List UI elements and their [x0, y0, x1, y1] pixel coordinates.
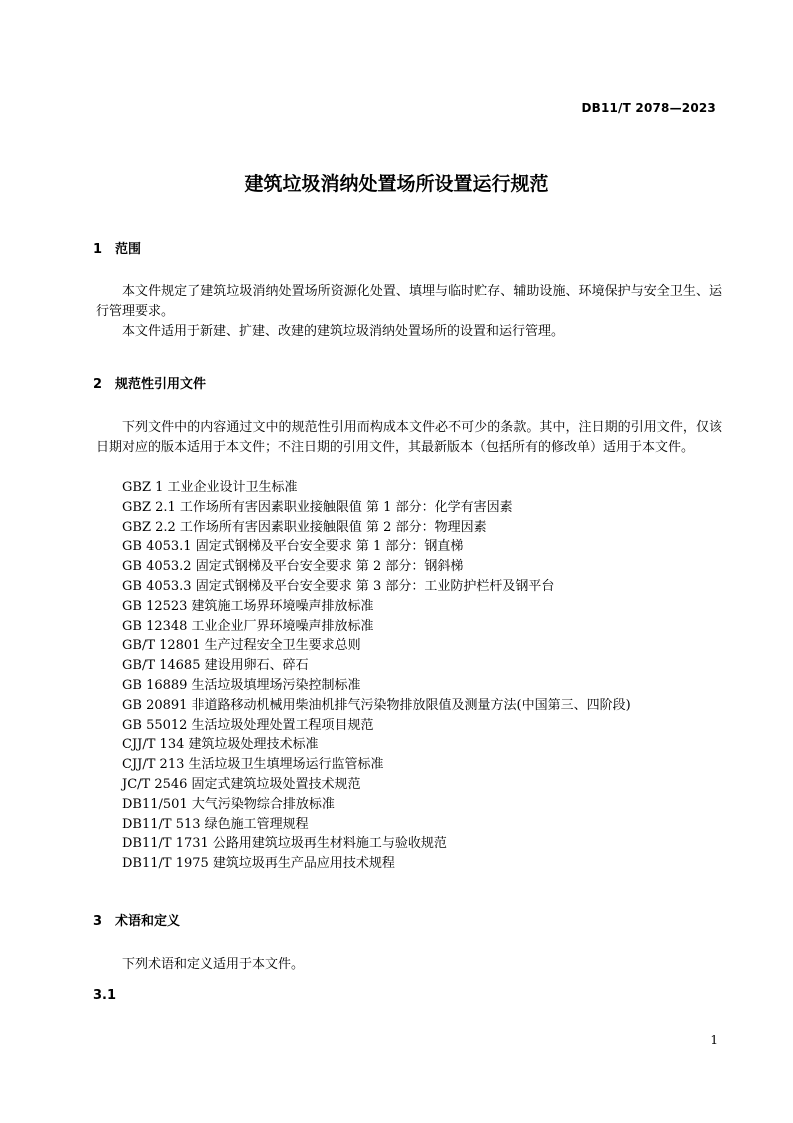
reference-item: CJJ/T 134 建筑垃圾处理技术标准	[122, 737, 319, 753]
reference-item: GBZ 2.2 工作场所有害因素职业接触限值 第 2 部分：物理因素	[122, 519, 487, 535]
reference-item: CJJ/T 213 生活垃圾卫生填埋场运行监管标准	[122, 757, 384, 773]
reference-item: GB 4053.1 固定式钢梯及平台安全要求 第 1 部分：钢直梯	[122, 539, 464, 555]
section-title: 术语和定义	[115, 914, 181, 929]
section-title: 规范性引用文件	[115, 377, 207, 392]
references-intro-paragraph: 下列文件中的内容通过文中的规范性引用而构成本文件必不可少的条款。其中，注日期的引用文件，仅该日期对应的版本适用于本文件；不注日期的引用文件，其最新版本（包括所有的修改单）适用于本文件。	[96, 420, 722, 455]
term-number: 3.1	[93, 988, 117, 1003]
section-heading-terms	[93, 910, 180, 929]
reference-item: GBZ 1 工业企业设计卫生标准	[122, 480, 298, 495]
scope-paragraph: 本文件规定了建筑垃圾消纳处置场所资源化处置、填埋与临时贮存、辅助设施、环境保护与安全卫生、运行管理要求。	[96, 284, 722, 319]
section-heading-scope	[93, 238, 141, 257]
reference-item: GBZ 2.1 工作场所有害因素职业接触限值 第 1 部分：化学有害因素	[122, 499, 513, 515]
reference-item: JC/T 2546 固定式建筑垃圾处置技术规范	[122, 776, 361, 792]
reference-item: GB 4053.3 固定式钢梯及平台安全要求 第 3 部分：工业防护栏杆及钢平台	[122, 578, 555, 594]
reference-item: DB11/T 1975 建筑垃圾再生产品应用技术规程	[122, 856, 395, 872]
page-number: 1	[710, 1033, 718, 1047]
reference-item: GB 16889 生活垃圾填埋场污染控制标准	[122, 677, 361, 693]
reference-item: GB 20891 非道路移动机械用柴油机排气污染物排放限值及测量方法(中国第三、四阶段)	[122, 697, 631, 713]
reference-item: DB11/501 大气污染物综合排放标准	[122, 796, 335, 812]
section-number: 3	[93, 914, 103, 929]
reference-item: GB/T 14685 建设用卵石、碎石	[122, 658, 309, 674]
reference-item: DB11/T 1731 公路用建筑垃圾再生材料施工与验收规范	[122, 836, 447, 852]
document-title: 建筑垃圾消纳处置场所设置运行规范	[244, 173, 549, 195]
reference-item: GB/T 12801 生产过程安全卫生要求总则	[122, 638, 361, 654]
reference-item: GB 55012 生活垃圾处理处置工程项目规范	[122, 717, 374, 733]
reference-list	[122, 478, 631, 874]
section-number: 1	[93, 242, 103, 257]
reference-item: GB 12348 工业企业厂界环境噪声排放标准	[122, 618, 374, 634]
reference-item: GB 12523 建筑施工场界环境噪声排放标准	[122, 598, 374, 614]
reference-item: DB11/T 513 绿色施工管理规程	[122, 816, 309, 832]
section-heading-normative-references	[93, 373, 206, 392]
applicability-paragraph: 本文件适用于新建、扩建、改建的建筑垃圾消纳处置场所的设置和运行管理。	[122, 324, 565, 339]
document-code: DB11/T 2078—2023	[581, 101, 716, 115]
terms-intro-paragraph: 下列术语和定义适用于本文件。	[122, 957, 305, 972]
section-title: 范围	[115, 242, 142, 257]
reference-item: GB 4053.2 固定式钢梯及平台安全要求 第 2 部分：钢斜梯	[122, 559, 464, 575]
section-number: 2	[93, 377, 103, 392]
